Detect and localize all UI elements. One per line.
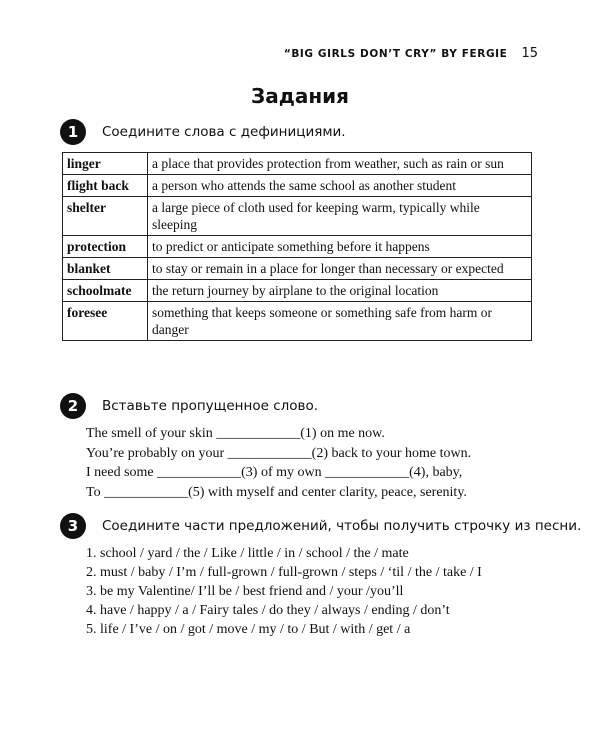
- running-header: [284, 46, 538, 61]
- gap-fill-exercise: [86, 424, 471, 502]
- task-1-header: [60, 119, 346, 145]
- matching-row: [63, 280, 532, 302]
- task-2-number-badge: 2: [60, 393, 86, 419]
- section-title: Задания: [250, 84, 350, 108]
- task-2-header: [60, 393, 318, 419]
- word-order-line: 4. have / happy / a / Fairy tales / do they / always / ending / don’t: [86, 603, 450, 618]
- task-1-number-badge: 1: [60, 119, 86, 145]
- definition-cell: a person who attends the same school as another student: [148, 175, 532, 197]
- task-3-instruction: Соедините части предложений, чтобы получить строчку из песни.: [102, 518, 582, 534]
- matching-table-body: [63, 153, 532, 341]
- gap-fill-line: You’re probably on your ____________(2) back to your home town.: [86, 445, 472, 461]
- term-cell: schoolmate: [63, 280, 148, 302]
- word-order-line: 1. school / yard / the / Like / little / in / school / the / mate: [86, 546, 409, 561]
- page-number: 15: [521, 46, 538, 61]
- definition-cell: a place that provides protection from weather, such as rain or sun: [148, 153, 532, 175]
- matching-row: [63, 258, 532, 280]
- term-cell: flight back: [63, 175, 148, 197]
- matching-row: [63, 236, 532, 258]
- term-cell: shelter: [63, 197, 148, 236]
- word-order-line: 2. must / baby / I’m / full-grown / full-grown / steps / ‘til / the / take / I: [86, 565, 482, 580]
- definition-cell: the return journey by airplane to the original location: [148, 280, 532, 302]
- gap-fill-line: To ____________(5) with myself and center clarity, peace, serenity.: [86, 484, 467, 500]
- matching-row: [63, 302, 532, 341]
- task-2-instruction: Вставьте пропущенное слово.: [102, 398, 319, 414]
- definition-cell: to stay or remain in a place for longer than necessary or expected: [148, 258, 532, 280]
- gap-fill-line: The smell of your skin ____________(1) on me now.: [86, 426, 385, 441]
- task-3-number-badge: 3: [60, 513, 86, 539]
- definition-cell: to predict or anticipate something before it happens: [148, 236, 532, 258]
- term-cell: blanket: [63, 258, 148, 280]
- definition-cell: a large piece of cloth used for keeping warm, typically while sleeping: [148, 197, 532, 236]
- term-cell: foresee: [63, 302, 148, 341]
- task-3-header: [60, 513, 581, 539]
- running-title: “BIG GIRLS DON’T CRY” BY FERGIE: [283, 48, 508, 60]
- word-order-exercise: [86, 544, 482, 639]
- matching-row: [63, 175, 532, 197]
- definition-cell: something that keeps someone or something safe from harm or danger: [148, 302, 532, 341]
- task-1-instruction: Соедините слова с дефинициями.: [102, 124, 346, 140]
- matching-row: [63, 153, 532, 175]
- term-cell: protection: [63, 236, 148, 258]
- matching-row: [63, 197, 532, 236]
- word-order-line: 3. be my Valentine/ I’ll be / best friend and / your /you’ll: [86, 584, 404, 599]
- matching-table: [62, 152, 532, 341]
- term-cell: linger: [63, 153, 148, 175]
- gap-fill-line: I need some ____________(3) of my own ____________(4), baby,: [86, 465, 463, 480]
- word-order-line: 5. life / I’ve / on / got / move / my / to / But / with / get / a: [86, 622, 411, 637]
